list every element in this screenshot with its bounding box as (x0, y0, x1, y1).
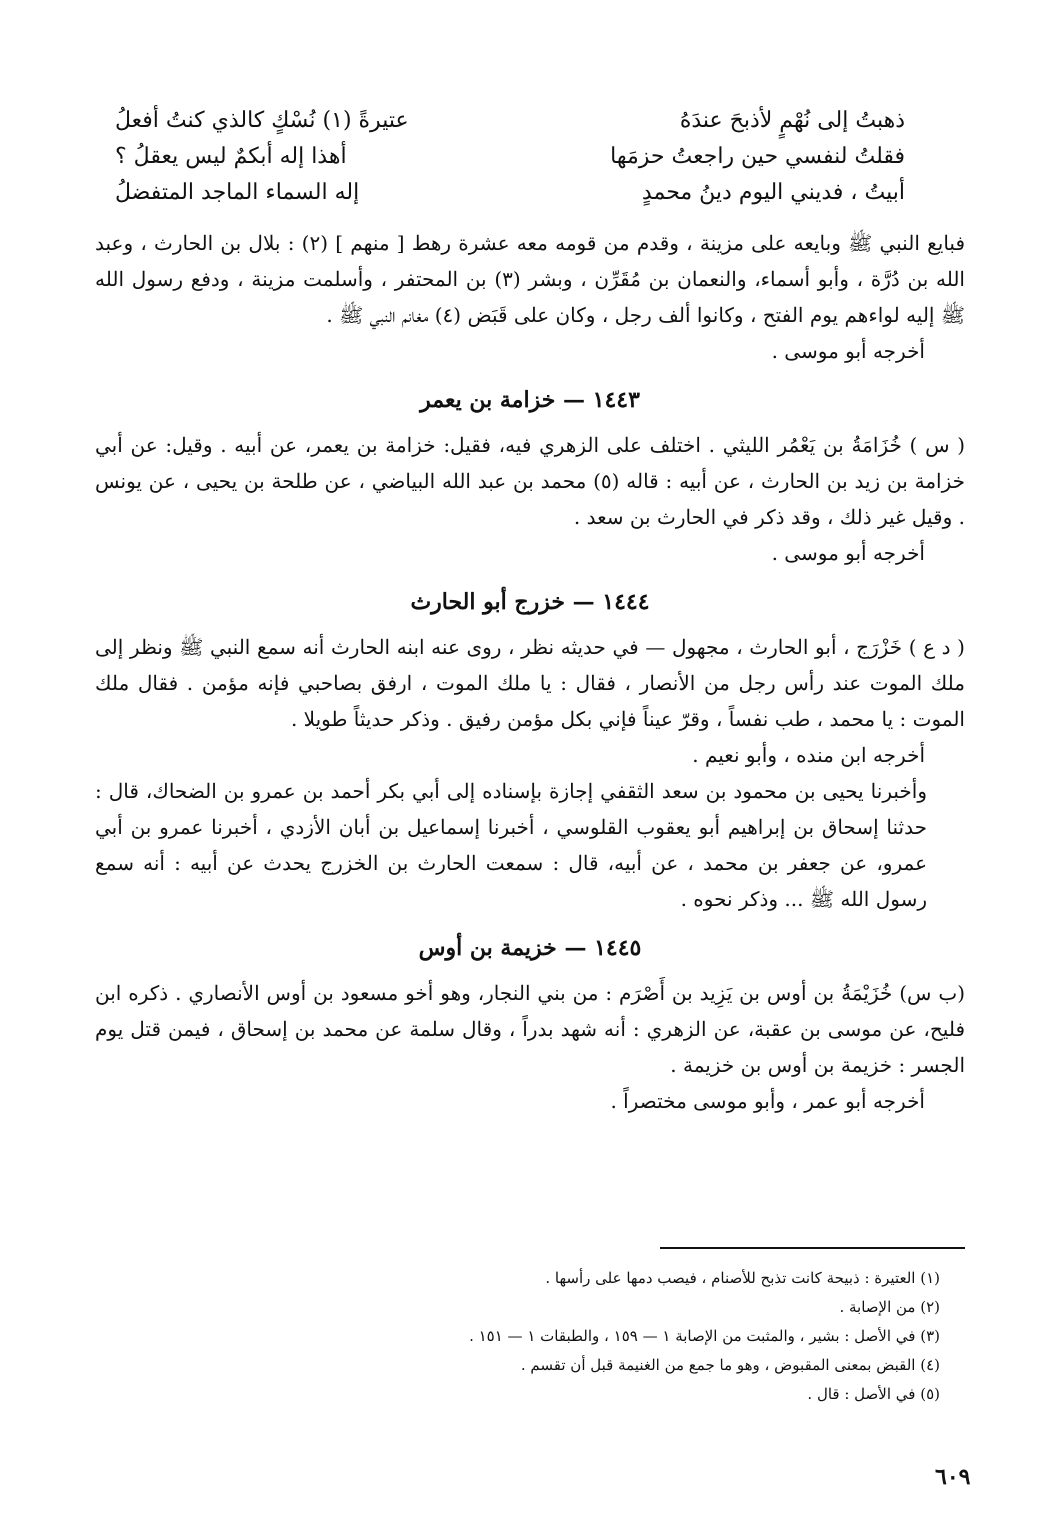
paragraph-pledge: فبايع النبي ﷺ وبايعه على مزينة ، وقدم من قومه معه عشرة رهط [ منهم ] (٢) : بلال بن الحارث ، وعبد الله بن دُرَّة ، وأبو أسماء، والنعمان بن مُقَرِّن ، وبشر (٣) بن المحتفر ، وأسلمت مزينة ، ودفع رسول الله ﷺ إليه لواءهم يوم الفتح ، وكانوا ألف رجل ، وكان على قَبَض (٤) مغانم النبي ﷺ . (95, 231, 966, 327)
verse-3 (95, 175, 965, 211)
verse-1-second-hemistich: عتيرةً (١) نُسْكٍ كالذي كنتُ أفعلُ (115, 108, 409, 133)
verse-2-first-hemistich: فقلتُ لنفسي حين راجعتُ حزمَها (610, 144, 905, 169)
page-body (95, 95, 965, 1119)
source-note-3: أخرجه ابن منده ، وأبو نعيم . (692, 743, 925, 767)
source-note-2: أخرجه أبو موسى . (771, 541, 925, 565)
verse-2-second-hemistich: أهذا إله أبكمٌ ليس يعقلُ ؟ (115, 144, 347, 169)
footnote-divider (660, 1247, 965, 1249)
paragraph-isnad: وأخبرنا يحيى بن محمود بن سعد الثقفي إجازة بإسناده إلى أبي بكر أحمد بن عمرو بن الضحاك، قال : حدثنا إسحاق بن إبراهيم أبو يعقوب القلوسي ، أخبرنا إسماعيل بن أبان الأزدي ، أخبرنا عمرو بن أبي عمرو، عن جعفر بن محمد ، عن أبيه، قال : سمعت الحارث بن الخزرج يحدث عن أبيه : أنه سمع رسول الله ﷺ ... وذكر نحوه . (95, 779, 927, 911)
footnote-4: (٤) القبض بمعنى المقبوض ، وهو ما جمع من الغنيمة قبل أن تقسم . (520, 1356, 940, 1374)
source-note-4: أخرجه أبو عمر ، وأبو موسى مختصراً . (610, 1089, 925, 1113)
footnote-2: (٢) من الإصابة . (839, 1298, 940, 1316)
entry-heading-1444: ١٤٤٤ — خزرج أبو الحارث (410, 589, 650, 615)
footnote-5: (٥) في الأصل : قال . (807, 1385, 940, 1403)
entry-heading-1443: ١٤٤٣ — خزامة بن يعمر (420, 387, 640, 413)
poem (95, 103, 965, 211)
page-number: ٦٠٩ (935, 1464, 971, 1490)
footnotes (330, 1264, 940, 1409)
paragraph-entry-1445: (ب س) خُزَيْمَةُ بن أوس بن يَزِيد بن أَصْرَم : من بني النجار، وهو أخو مسعود بن أوس الأنصاري . ذكره ابن فليح، عن موسى بن عقبة، عن الزهري : أنه شهد بدراً ، وقال سلمة عن محمد بن إسحاق ، فيمن قتل يوم الجسر : خزيمة بن أوس بن خزيمة . (95, 981, 966, 1077)
footnote-3: (٣) في الأصل : بشير ، والمثبت من الإصابة ١ — ١٥٩ ، والطبقات ١ — ١٥١ . (469, 1327, 940, 1345)
source-note-1: أخرجه أبو موسى . (771, 339, 925, 363)
footnote-1: (١) العتيرة : ذبيحة كانت تذبح للأصنام ، فيصب دمها على رأسها . (545, 1269, 940, 1287)
verse-1-first-hemistich: ذهبتُ إلى نُهْمٍ لأذبحَ عندَهُ (679, 108, 905, 133)
verse-3-first-hemistich: أبيتُ ، فديني اليوم دينُ محمدٍ (641, 180, 905, 205)
verse-3-second-hemistich: إله السماء الماجد المتفضلُ (115, 180, 360, 205)
paragraph-entry-1443: ( س ) خُزَامَةُ بن يَعْمُر الليثي . اختلف على الزهري فيه، فقيل: خزامة بن يعمر، عن أبيه . وقيل: عن أبي خزامة بن زيد بن الحارث ، عن أبيه : قاله (٥) محمد بن عبد الله البياضي ، عن طلحة بن يحيى ، عن يونس . وقيل غير ذلك ، وقد ذكر في الحارث بن سعد . (95, 433, 965, 529)
verse-2 (95, 139, 965, 175)
verse-1 (95, 103, 965, 139)
entry-heading-1445: ١٤٤٥ — خزيمة بن أوس (418, 935, 642, 961)
paragraph-entry-1444: ( د ع ) خَزْرَج ، أبو الحارث ، مجهول — في حديثه نظر ، روى عنه ابنه الحارث أنه سمع النبي ﷺ ونظر إلى ملك الموت عند رأس رجل من الأنصار ، فقال : يا ملك الموت ، ارفق بصاحبي فإنه مؤمن . فقال ملك الموت : يا محمد ، طب نفساً ، وقرّ عيناً فإني بكل مؤمن رفيق . وذكر حديثاً طويلا . (95, 635, 965, 731)
